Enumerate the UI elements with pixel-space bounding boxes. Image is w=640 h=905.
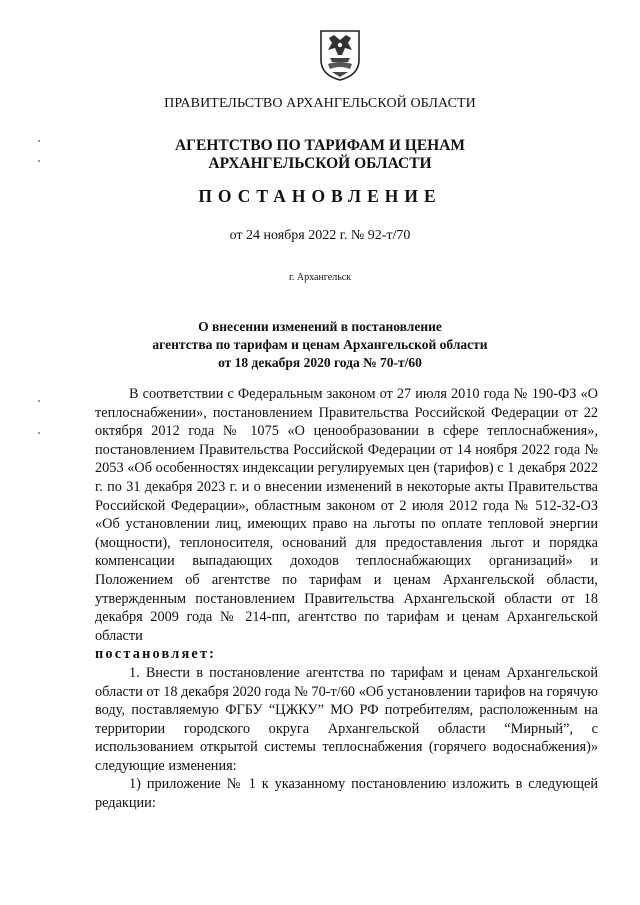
document-date-number: от 24 ноября 2022 г. № 92-т/70: [229, 228, 411, 243]
agency-name-line1: АГЕНТСТВО ПО ТАРИФАМ И ЦЕНАМ: [174, 137, 466, 154]
coat-of-arms-icon: [318, 28, 362, 82]
document-subject: [0, 318, 640, 372]
government-name: ПРАВИТЕЛЬСТВО АРХАНГЕЛЬСКОЙ ОБЛАСТИ: [164, 96, 476, 111]
document-body: [95, 385, 598, 813]
item-1-paragraph: 1. Внести в постановление агентства по тарифам и ценам Архангельской области от 18 декабря 2020 года № 70-т/60 «Об установлении тарифов на горячую воду, поставляемую ФГБУ “ЦЖКУ” МО РФ потребителям, расположенным на территории городского округа Архангельской области “Мирный”, с использованием открытой системы теплоснабжения (горячего водоснабжения)» следующие изменения:: [95, 664, 598, 774]
document-type: ПОСТАНОВЛЕНИЕ: [198, 186, 442, 206]
preamble-paragraph: [95, 385, 598, 645]
subject-line3: от 18 декабря 2020 года № 70-т/60: [218, 355, 422, 370]
agency-name-line2: АРХАНГЕЛЬСКОЙ ОБЛАСТИ: [208, 155, 432, 172]
subject-line2: агентства по тарифам и ценам Архангельской области: [152, 337, 488, 352]
subject-line1: О внесении изменений в постановление: [198, 319, 442, 334]
preamble-text: В соответствии с Федеральным законом от 27 июля 2010 года № 190-ФЗ «О теплоснабжении», постановлением Правительства Российской Федерации от 22 октября 2012 года № 1075 «О ценообразовании в сфере теплоснабжения», постановлением Правительства Российской Федерации от 14 ноября 2022 года № 2053 «Об особенностях индексации регулируемых цен (тарифов) с 1 декабря 2022 г. по 31 декабря 2023 г. и о внесении изменений в некоторые акты Правительства Российской Федерации», областным законом от 2 июля 2012 года № 512-32-ОЗ «Об установлении лиц, имеющих право на льготы по оплате тепловой энергии (мощности), теплоносителя, оснований для предоставления льгот и порядка компенсации выпадающих доходов теплоснабжающих организаций» и Положением об агентстве по тарифам и ценам Архангельской области, утвержденным постановлением Правительства Архангельской области от 18 декабря 2009 года № 214-пп, агентство по тарифам и ценам Архангельской области: [95, 386, 598, 644]
resolves-word: постановляет:: [95, 646, 217, 663]
margin-mark: [38, 432, 40, 434]
margin-mark: [38, 400, 40, 402]
item-1-1-paragraph: 1) приложение № 1 к указанному постановлению изложить в следующей редакции:: [95, 776, 598, 812]
margin-mark: [38, 160, 40, 162]
document-city: г. Архангельск: [288, 272, 352, 283]
agency-name: [0, 137, 640, 173]
margin-mark: [38, 140, 40, 142]
resolves-paragraph: [95, 645, 598, 664]
